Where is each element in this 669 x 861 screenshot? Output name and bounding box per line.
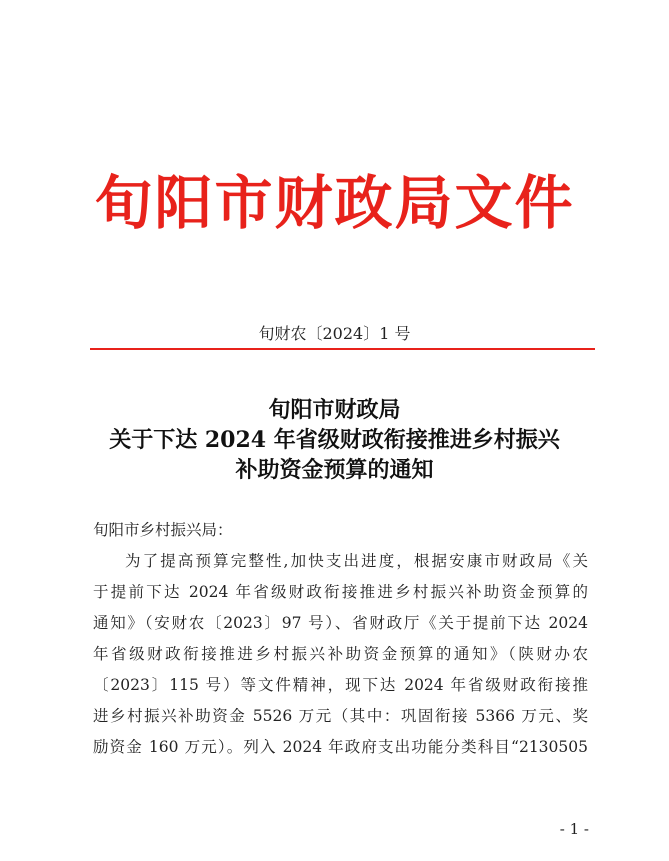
document-number: 旬财农〔2024〕1 号 xyxy=(258,324,411,343)
heading-line-3: 补助资金预算的通知 xyxy=(235,457,434,483)
page-number: - 1 - xyxy=(559,820,589,838)
red-divider-line xyxy=(90,348,595,350)
body-line: 于提前下达 2024 年省级财政衔接推进乡村振兴补助资金预算的 xyxy=(93,583,588,601)
heading-line-2: 关于下达 2024 年省级财政衔接推进乡村振兴 xyxy=(109,427,560,453)
notice-heading xyxy=(0,395,669,485)
body-text xyxy=(93,515,588,763)
body-line: 〔2023〕115 号）等文件精神，现下达 2024 年省级财政衔接推 xyxy=(93,676,588,694)
body-line: 励资金 160 万元）。列入 2024 年政府支出功能分类科目“2130505 xyxy=(93,738,588,756)
body-line: 进乡村振兴补助资金 5526 万元（其中：巩固衔接 5366 万元、奖 xyxy=(93,707,588,725)
salutation: 旬阳市乡村振兴局： xyxy=(93,521,233,539)
body-line: 年省级财政衔接推进乡村振兴补助资金预算的通知》（陕财办农 xyxy=(93,645,588,663)
body-line: 为了提高预算完整性,加快支出进度，根据安康市财政局《关 xyxy=(125,552,588,570)
heading-line-1: 旬阳市财政局 xyxy=(268,397,401,423)
agency-title: 旬阳市财政局文件 xyxy=(94,169,575,237)
body-line: 通知》（安财农〔2023〕97 号）、省财政厅《关于提前下达 2024 xyxy=(93,614,588,632)
